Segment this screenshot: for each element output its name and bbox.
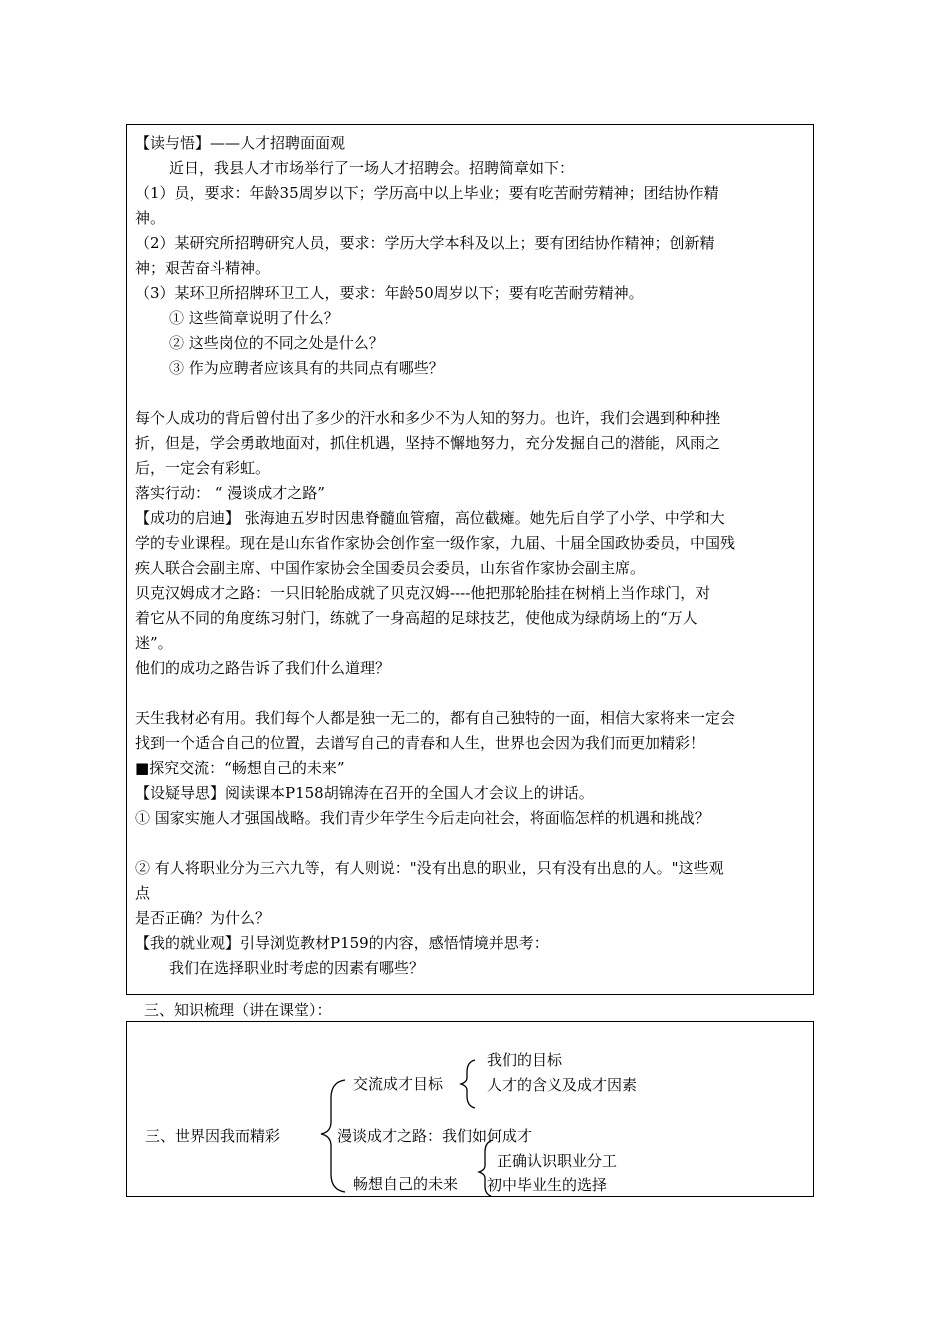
text-line: 学的专业课程。现在是山东省作家协会创作室一级作家，九届、十届全国政协委员，中国残 [135,534,736,552]
text-line: 后，一定会有彩虹。 [135,459,271,477]
question-item: ① 这些简章说明了什么？ [169,309,339,327]
reading-title: 【读与悟】——人才招聘面面观 [135,134,346,152]
map-root: 三、世界因我而精彩 [145,1127,281,1145]
text-line: ② 有人将职业分为三六九等，有人则说："没有出息的职业，只有没有出息的人。"这些观 [135,859,724,877]
text-line: 近日，我县人才市场举行了一场人才招聘会。招聘简章如下： [169,159,575,177]
text-line: 疾人联合会副主席、中国作家协会全国委员会委员，山东省作家协会副主席。 [135,559,646,577]
text-line: 每个人成功的背后曾付出了多少的汗水和多少不为人知的努力。也许，我们会遇到种种挫 [135,409,721,427]
text-line: ① 国家实施人才强国战略。我们青少年学生今后走向社会，将面临怎样的机遇和挑战？ [135,809,710,827]
text-line: ■探究交流：“畅想自己的未来” [135,759,345,777]
text-line: 点 [135,884,151,902]
text-line: （2）某研究所招聘研究人员，要求：学历大学本科及以上；要有团结协作精神；创新精 [135,234,715,252]
question-item: ③ 作为应聘者应该具有的共同点有哪些？ [169,359,444,377]
knowledge-map [126,1021,814,1197]
knowledge-heading: 三、知识梳理（讲在课堂）： [144,1001,332,1019]
text-line: 【我的就业观】引导浏览教材P159的内容，感悟情境并思考： [135,934,549,952]
leaf-our-goals: 我们的目标 [487,1051,563,1069]
branch-future: 畅想自己的未来 [353,1175,459,1193]
leaf-career-division: 正确认识职业分工 [497,1152,618,1170]
text-line: 天生我材必有用。我们每个人都是独一无二的，都有自己独特的一面，相信大家将来一定会 [135,709,736,727]
branch1-brace [461,1060,475,1108]
text-line: 是否正确？为什么？ [135,909,271,927]
text-line: 【成功的启迪】 张海迪五岁时因患脊髓血管瘤，高位截瘫。她先后自学了小学、中学和大 [135,509,725,527]
leaf-talent-meaning: 人才的含义及成才因素 [487,1076,638,1094]
text-line: 落实行动： “ 漫谈成才之路” [135,484,325,502]
text-line: 贝克汉姆成才之路：一只旧轮胎成就了贝克汉姆----他把那轮胎挂在树梢上当作球门，对 [135,584,711,602]
question-item: ② 这些岗位的不同之处是什么？ [169,334,384,352]
text-line: 【设疑导思】阅读课本P158胡锦涛在召开的全国人才会议上的讲话。 [135,784,594,802]
text-line: （1）员，要求：年龄35周岁以下；学历高中以上毕业；要有吃苦耐劳精神；团结协作精 [135,184,719,202]
reading-box [126,124,814,995]
text-line: 他们的成功之路告诉了我们什么道理？ [135,659,391,677]
text-line: 迷”。 [135,634,173,652]
text-line: （3）某环卫所招牌环卫工人，要求：年龄50周岁以下；要有吃苦耐劳精神。 [135,284,644,302]
leaf-graduate-choice: 初中毕业生的选择 [487,1176,608,1194]
branch-exchange-goals: 交流成才目标 [353,1075,444,1093]
text-line: 折，但是，学会勇敢地面对，抓住机遇，坚持不懈地努力，充分发掘自己的潜能，风雨之 [135,434,721,452]
text-line: 找到一个适合自己的位置，去谱写自己的青春和人生，世界也会因为我们而更加精彩！ [135,734,706,752]
final-question: 我们在选择职业时考虑的因素有哪些？ [169,959,425,977]
brace-lines [127,1022,815,1198]
branch-path-to-success: 漫谈成才之路：我们如何成才 [337,1127,533,1145]
text-line: 神；艰苦奋斗精神。 [135,259,271,277]
text-line: 神。 [135,209,166,227]
text-line: 着它从不同的角度练习射门，练就了一身高超的足球技艺，使他成为绿荫场上的“万人 [135,609,698,627]
